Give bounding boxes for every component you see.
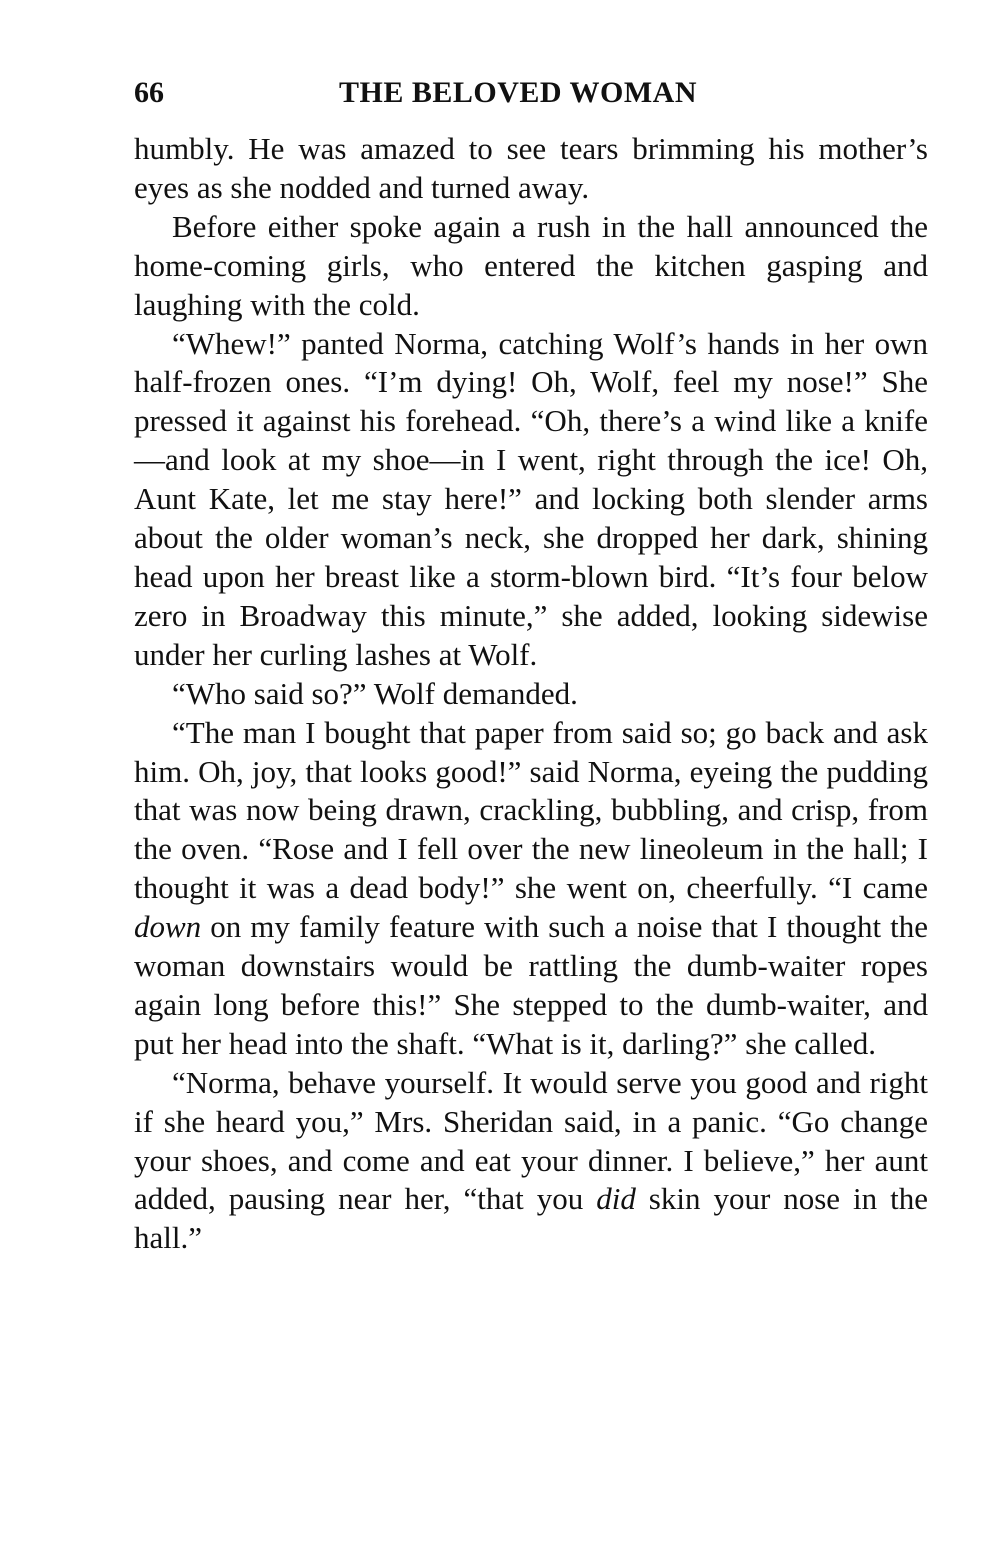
text-run: “Whew!” panted Norma, catching Wolf’s hands in her own half-frozen ones. “I’m dying! Oh, Wolf, feel my nose!” She pressed it against his forehead. “Oh, there’s a wind like a knife—and look at my shoe—in I went, right through the ice! Oh, Aunt Kate, let me stay here!” and locking both slender arms about the older woman’s neck, she dropped her dark, shining head upon her breast like a storm-blown bird. “It’s four below zero in Broadway this minute,” she added, looking sidewise under her curling lashes at Wolf. xyxy=(134,325,928,672)
page-header xyxy=(134,74,928,112)
text-run: humbly. He was amazed to see tears brimming his mother’s eyes as she nodded and turned away. xyxy=(134,131,928,205)
paragraph xyxy=(134,714,928,1064)
italic-text: did xyxy=(596,1181,636,1217)
text-run: “The man I bought that paper from said so; go back and ask him. Oh, joy, that looks good!” said Norma, eyeing the pudding that was now being drawn, crackling, bubbling, and crisp, from the oven. “Rose and I fell over the new lineoleum in the hall; I thought it was a dead body!” she went on, cheerfully. “I came xyxy=(134,714,928,906)
body-text xyxy=(134,130,928,1258)
page-number: 66 xyxy=(134,76,164,109)
text-run: “Norma, behave yourself. It would serve you good and right if she heard you,” Mrs. Sheridan said, in a panic. “Go change your shoes, and come and eat your dinner. I believe,” her aunt added, pausing near her, “that you xyxy=(134,1064,928,1217)
italic-text: down xyxy=(134,909,202,945)
paragraph xyxy=(134,325,928,675)
text-run: on my family feature with such a noise that I thought the woman downstairs would be rattling the dumb-waiter ropes again long before this!” She stepped to the dumb-waiter, and put her head into the shaft. “What is it, darling?” she called. xyxy=(134,909,928,1061)
paragraph xyxy=(134,675,928,714)
paragraph xyxy=(134,130,928,208)
text-run: “Who said so?” Wolf demanded. xyxy=(172,675,578,711)
book-page xyxy=(134,74,928,1258)
text-run: skin your nose in the hall.” xyxy=(134,1181,928,1256)
text-run: Before either spoke again a rush in the hall announced the home-coming girls, who entered the kitchen gasping and laughing with the cold. xyxy=(134,208,928,322)
paragraph xyxy=(134,208,928,325)
running-title: THE BELOVED WOMAN xyxy=(339,76,697,109)
paragraph xyxy=(134,1064,928,1259)
